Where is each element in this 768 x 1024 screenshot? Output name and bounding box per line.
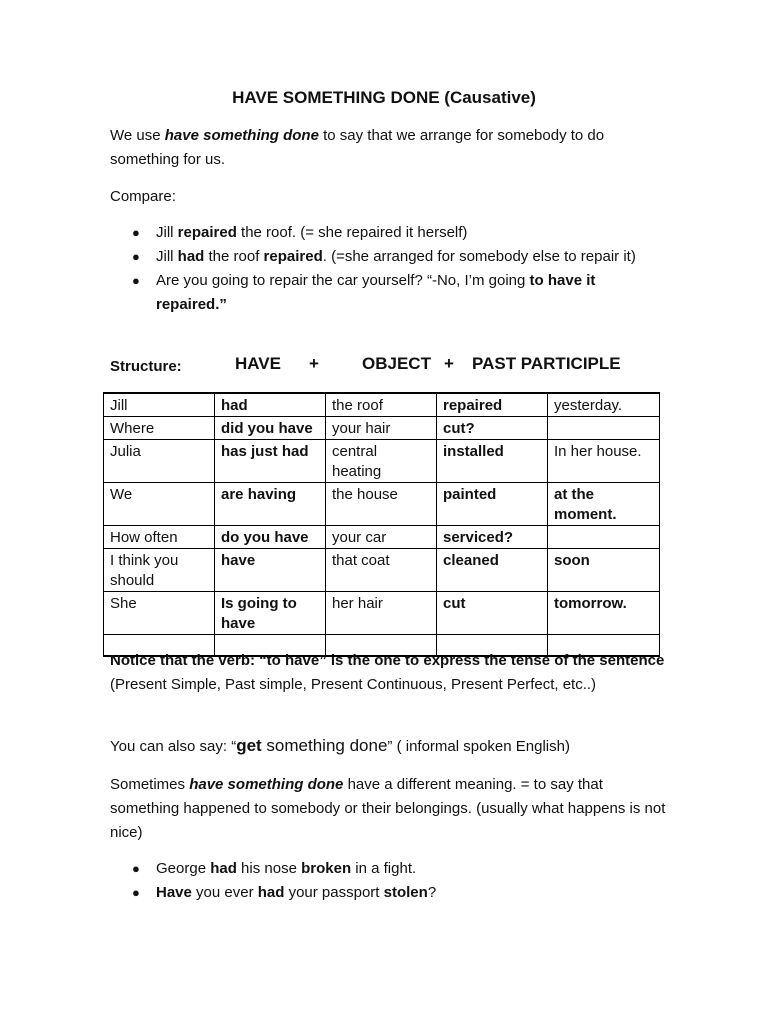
page-title: HAVE SOMETHING DONE (Causative) (232, 88, 536, 107)
table-cell: painted (437, 483, 548, 526)
table-cell: tomorrow. (548, 592, 660, 635)
table-cell: cut? (437, 417, 548, 440)
table-cell: had (215, 393, 326, 417)
also-bold: get (236, 736, 262, 755)
table-cell: your car (326, 526, 437, 549)
table-cell: installed (437, 440, 548, 483)
intro-paragraph (110, 124, 670, 172)
bullet-text: the roof (204, 248, 264, 265)
compare-label: Compare: (110, 188, 176, 205)
bullet-bold: had (210, 860, 237, 877)
table-cell: has just had (215, 440, 326, 483)
bullet-text: ? (427, 884, 437, 901)
structure-line (110, 354, 670, 380)
table-cell: She (104, 592, 215, 635)
bullet-bold: stolen (383, 884, 428, 901)
table-cell: have (215, 549, 326, 592)
list-item (110, 857, 670, 881)
table-row (104, 393, 660, 417)
structure-have: HAVE (235, 354, 281, 373)
compare-list (110, 221, 670, 317)
example-list (110, 857, 670, 905)
table-cell: yesterday. (548, 393, 660, 417)
table-cell: How often (104, 526, 215, 549)
bullet-icon: ● (132, 861, 140, 876)
table-cell: I think you should (104, 549, 215, 592)
table-cell: soon (548, 549, 660, 592)
table-cell: repaired (437, 393, 548, 417)
list-item (110, 221, 670, 245)
table-cell: the roof (326, 393, 437, 417)
intro-emphasis: have something done (164, 127, 319, 144)
table-cell: do you have (215, 526, 326, 549)
get-something-done-paragraph (110, 734, 670, 759)
table-cell (548, 417, 660, 440)
bullet-text: George (156, 860, 211, 877)
notice-paragraph (110, 649, 670, 697)
table-row (104, 549, 660, 592)
table-cell: did you have (215, 417, 326, 440)
structure-past-participle: PAST PARTICIPLE (472, 354, 621, 373)
table-row (104, 440, 660, 483)
table-cell: serviced? (437, 526, 548, 549)
intro-text-1: We use (110, 127, 165, 144)
sometimes-emphasis: have something done (189, 776, 344, 793)
table-cell: your hair (326, 417, 437, 440)
sometimes-text: have a different meaning. = to say that something happened to somebody or their belongings. (usually what happens is not nice) (110, 776, 666, 841)
table-cell: In her house. (548, 440, 660, 483)
bullet-text: Are you going to repair the car yourself? “-No, I’m going (156, 272, 530, 289)
bullet-bold: had (177, 248, 205, 265)
examples-table (103, 392, 660, 657)
table-row (104, 417, 660, 440)
table-cell: cut (437, 592, 548, 635)
table-cell: are having (215, 483, 326, 526)
structure-label: Structure: (110, 358, 182, 375)
bullet-bold: broken (301, 860, 352, 877)
bullet-bold: Have (156, 884, 192, 901)
table-cell: Where (104, 417, 215, 440)
structure-plus: + (444, 354, 454, 373)
table-cell: the house (326, 483, 437, 526)
table-cell: that coat (326, 549, 437, 592)
table-cell: Julia (104, 440, 215, 483)
table-cell (548, 526, 660, 549)
table-cell: Is going to have (215, 592, 326, 635)
bullet-text: in a fight. (351, 860, 417, 877)
bullet-bold: had (257, 884, 285, 901)
structure-plus: + (309, 354, 319, 373)
table-cell: at the moment. (548, 483, 660, 526)
bullet-bold: to have it repaired.” (156, 272, 596, 313)
table-cell: her hair (326, 592, 437, 635)
also-emphasis: something done (261, 736, 388, 755)
table-row (104, 526, 660, 549)
bullet-text: your passport (284, 884, 384, 901)
table-cell: Jill (104, 393, 215, 417)
bullet-text: . (=she arranged for somebody else to repair it) (322, 248, 636, 265)
bullet-icon: ● (132, 885, 140, 900)
sometimes-paragraph (110, 773, 670, 845)
list-item (110, 245, 670, 269)
bullet-text: his nose (236, 860, 302, 877)
bullet-icon: ● (132, 273, 140, 288)
structure-object: OBJECT (362, 354, 431, 373)
bullet-icon: ● (132, 225, 140, 240)
list-item (110, 269, 670, 317)
bullet-text: Jill (156, 224, 178, 241)
list-item (110, 881, 670, 905)
bullet-icon: ● (132, 249, 140, 264)
sometimes-text: Sometimes (110, 776, 190, 793)
bullet-text: Jill (156, 248, 178, 265)
bullet-text: the roof. (= she repaired it herself) (236, 224, 468, 241)
table-row (104, 483, 660, 526)
table-cell: We (104, 483, 215, 526)
intro-text-2: to say that we arrange for somebody to do something for us. (110, 127, 605, 168)
also-text: You can also say: “ (110, 738, 237, 755)
bullet-bold: repaired (263, 248, 323, 265)
table-cell: cleaned (437, 549, 548, 592)
table-row (104, 592, 660, 635)
bullet-bold: repaired (177, 224, 237, 241)
bullet-text: you ever (191, 884, 258, 901)
notice-bold: Notice that the verb: “to have” is the one to express the tense of the sentence (110, 652, 665, 669)
also-text: ” ( informal spoken English) (387, 738, 570, 755)
table-cell: central heating (326, 440, 437, 483)
notice-text: (Present Simple, Past simple, Present Continuous, Present Perfect, etc..) (110, 676, 597, 693)
